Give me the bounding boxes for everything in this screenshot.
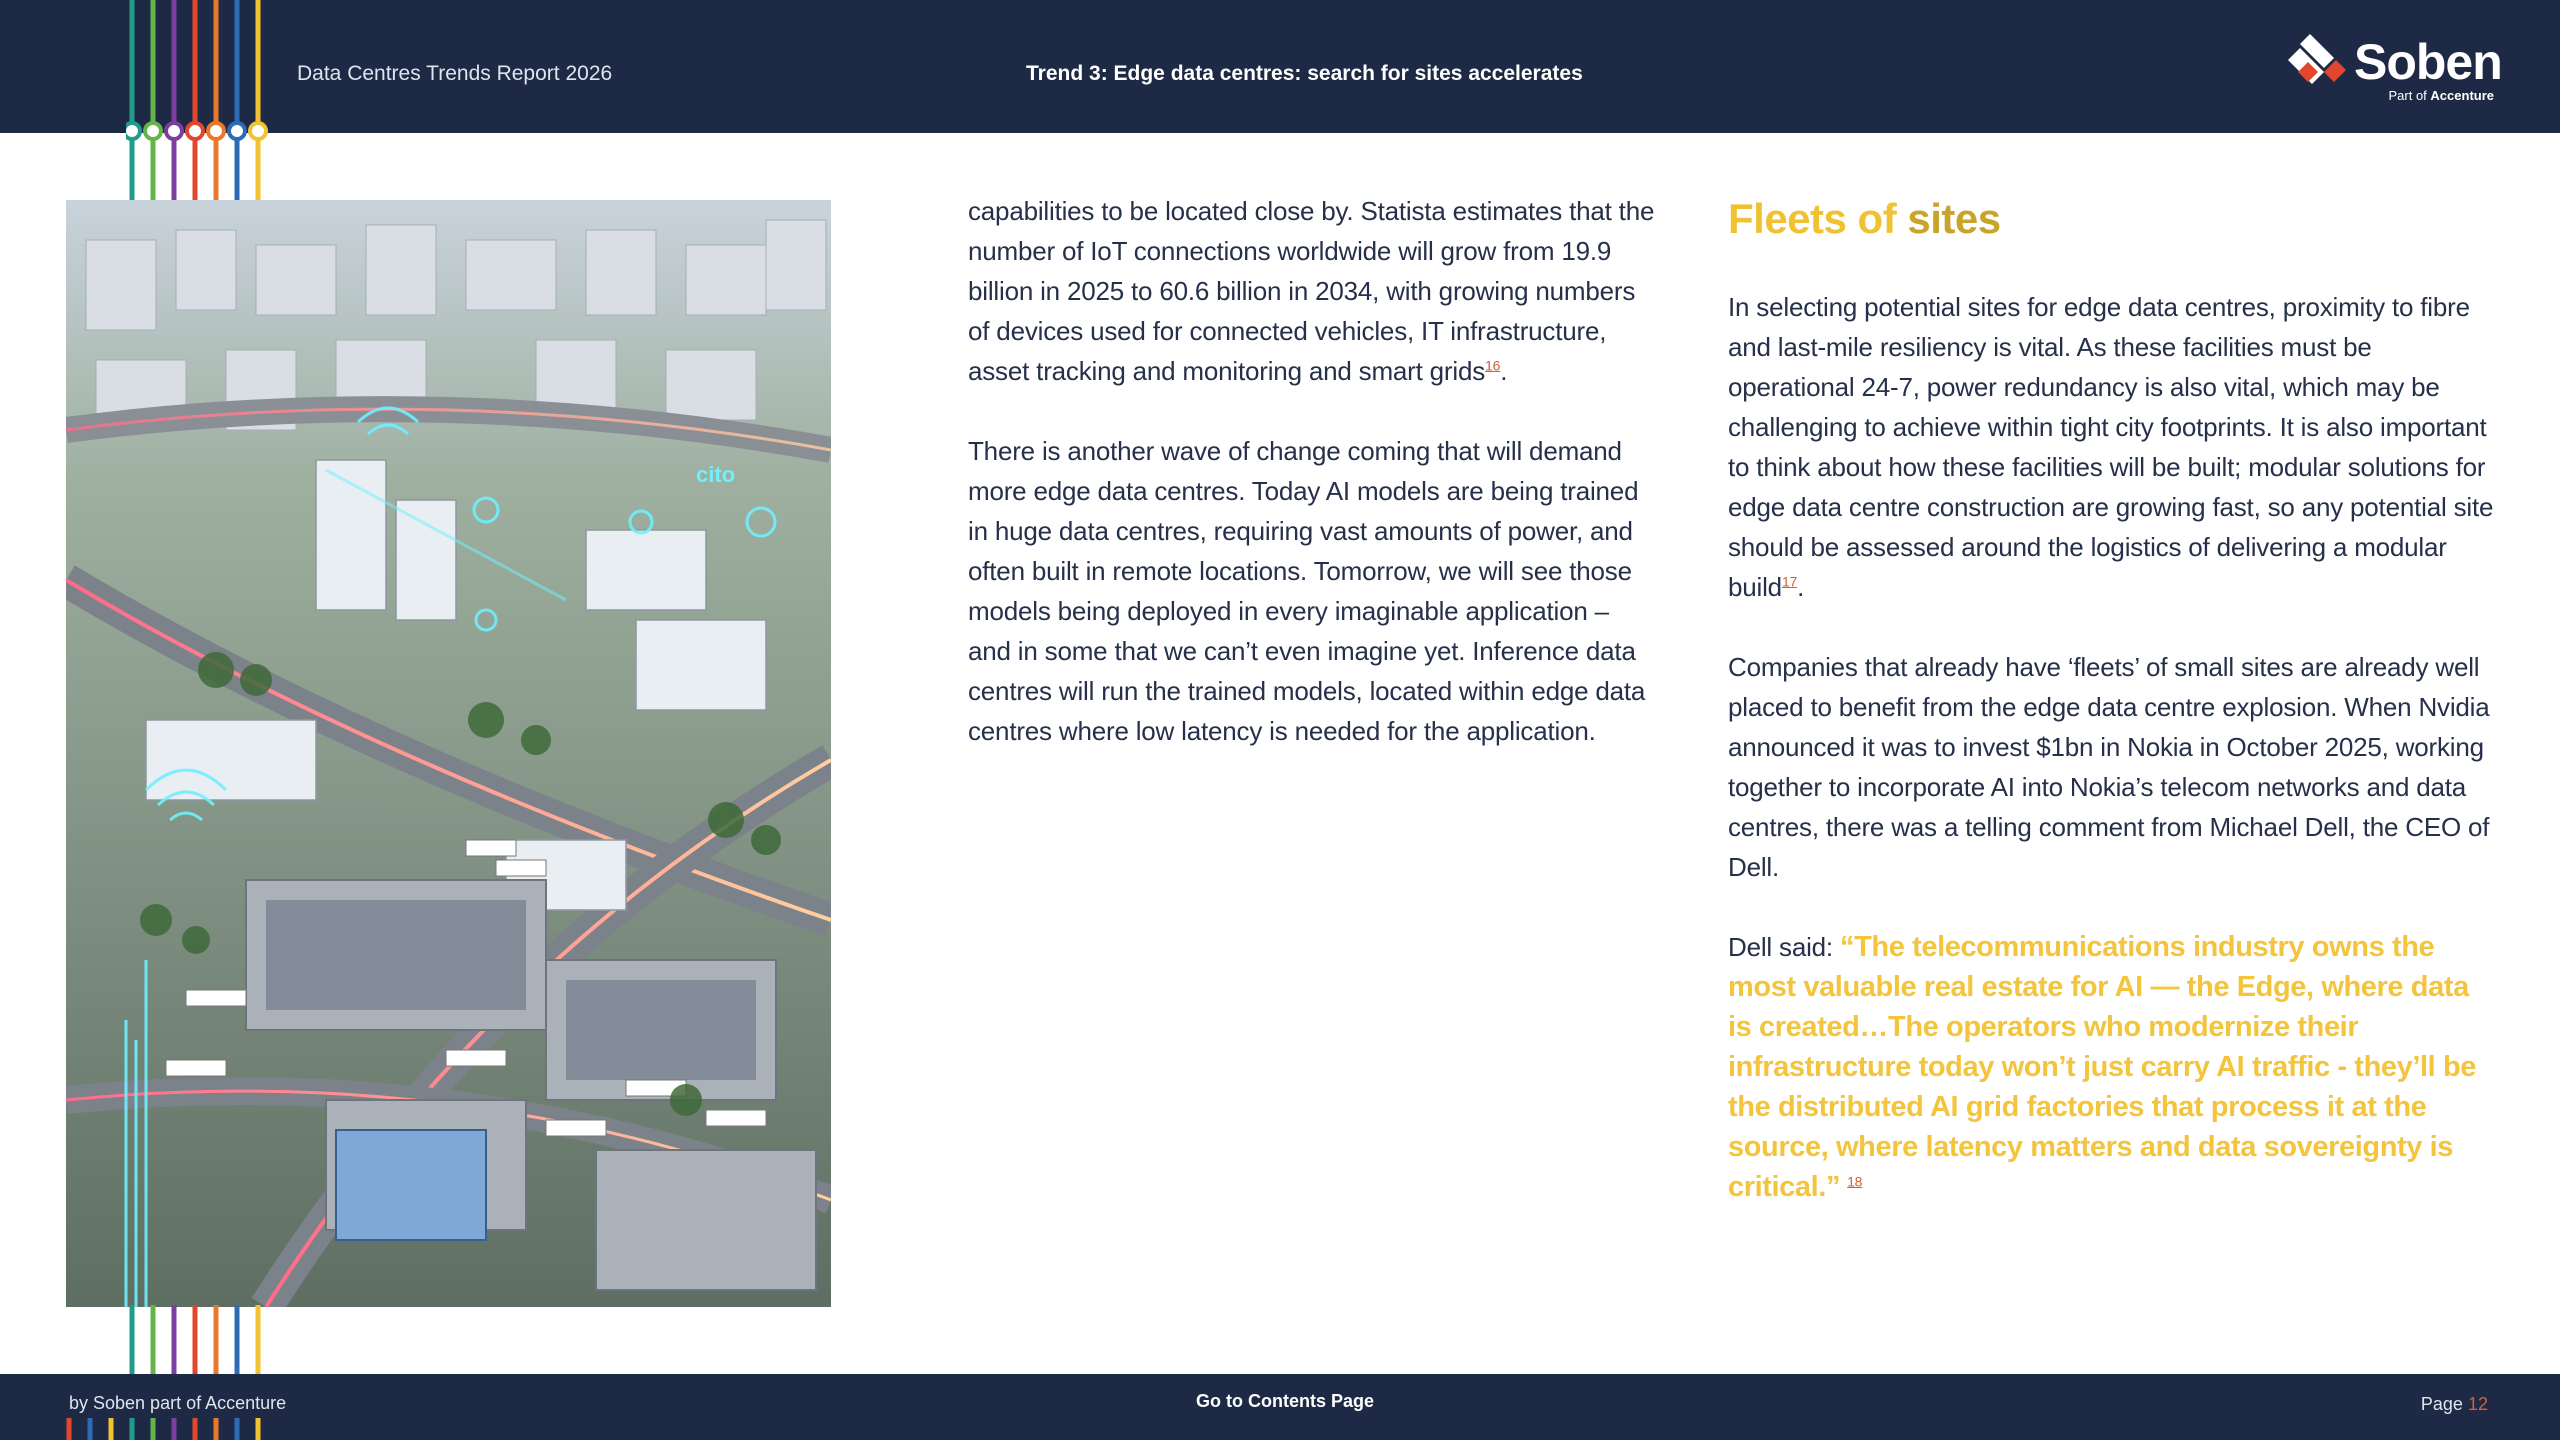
paragraph-ai-wave: There is another wave of change coming that will demand more edge data centres. Today AI models are being trained in huge data centres, requiring vast amounts of power, and often built in remote locations. Tomorrow, we will see those models being deployed in every imaginable application – and in some that we can’t even imagine yet. Inference data centres will run the trained models, located within edge data centres where low latency is needed for the application. <box>968 436 1646 746</box>
logo-sub-prefix: Part of <box>2388 88 2427 103</box>
paragraph-fleets: Companies that already have ‘fleets’ of small sites are already well placed to benefit from the edge data centre explosion. When Nvidia announced it was to invest $1bn in Nokia in October 2025, working together to incorporate AI into Nokia’s telecom networks and data centres, there was a telling comment from Michael Dell, the CEO of Dell. <box>1728 652 2490 882</box>
trend-title: Trend 3: Edge data centres: search for sites accelerates <box>1026 62 1583 85</box>
right-text-column <box>1728 191 2498 1247</box>
section-heading-fleets-of-sites <box>1728 191 2498 247</box>
middle-text-column <box>968 191 1658 791</box>
soben-logo[interactable] <box>2284 30 2502 106</box>
smart-city-illustration <box>66 200 831 1307</box>
page-number-value: 12 <box>2467 1394 2488 1414</box>
paragraph-site-selection-text: In selecting potential sites for edge data centres, proximity to fibre and last-mile resiliency is vital. As these facilities must be operational 24-7, power redundancy is also vital, which may be challenging to achieve within tight city footprints. It is also important to think about how these facilities will be built; modular solutions for edge data centre construction are growing fast, so any potential site should be assessed around the logistics of delivering a modular build <box>1728 292 2494 602</box>
footnote-ref-16[interactable]: 16 <box>1485 357 1501 374</box>
heading-word-fleets-of: Fleets of <box>1728 195 1897 242</box>
logo-subtitle <box>2389 88 2495 103</box>
paragraph-iot-growth-text: capabilities to be located close by. Statista estimates that the number of IoT connections worldwide will grow from 19.9 billion in 2025 to 60.6 billion in 2034, with growing numbers of devices used for connected vehicles, IT infrastructure, asset tracking and monitoring and smart grids <box>968 196 1655 386</box>
decorative-stripes-top <box>126 0 271 200</box>
quote-intro: Dell said: <box>1728 932 1840 962</box>
footer-stripes <box>66 1418 266 1440</box>
city-image <box>66 200 831 1307</box>
dell-quote: “The telecommunications industry owns the most valuable real estate for AI — the Edge, where data is created…The operators who modernize their infrastructure today won’t just carry AI traffic - they’ll be the distributed AI grid factories that process it at the source, where latency matters and data sovereignty is critical.” <box>1728 931 2477 1203</box>
go-to-contents-link[interactable]: Go to Contents Page <box>1196 1391 1375 1411</box>
footnote-ref-18[interactable]: 18 <box>1847 1173 1863 1190</box>
logo-wordmark: Soben <box>2354 34 2502 90</box>
page-header <box>0 0 2560 133</box>
illustration-overlay-text: cito <box>696 462 736 487</box>
paragraph-iot-growth-end: . <box>1500 356 1508 386</box>
footnote-ref-17[interactable]: 17 <box>1781 573 1798 590</box>
soben-logo-icon <box>2284 34 2350 90</box>
footer-byline: by Soben part of Accenture <box>69 1393 287 1413</box>
heading-word-sites: sites <box>1907 195 2001 242</box>
logo-sub-brand: Accenture <box>2430 88 2494 103</box>
page-footer <box>0 1374 2560 1440</box>
paragraph-site-selection <box>1728 287 2498 607</box>
page-label: Page <box>2420 1394 2463 1414</box>
paragraph-iot-growth <box>968 191 1658 391</box>
page-number <box>2421 1394 2488 1415</box>
paragraph-site-selection-end: . <box>1797 572 1805 602</box>
report-title: Data Centres Trends Report 2026 <box>297 62 613 85</box>
paragraph-dell-quote <box>1728 927 2498 1207</box>
